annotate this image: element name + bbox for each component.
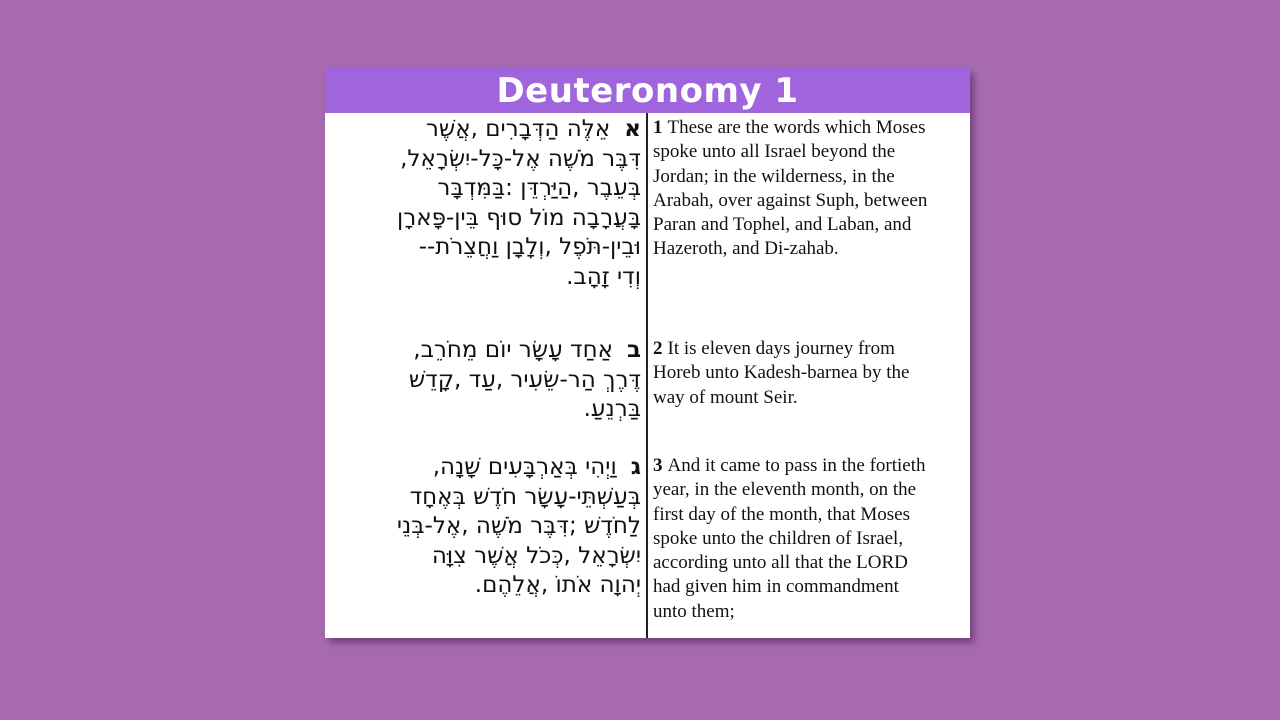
hebrew-verse-3	[331, 453, 641, 601]
verse-row-1	[325, 115, 970, 335]
english-line: Arabah, over against Suph, between	[653, 189, 928, 211]
english-line: spoke unto all Israel beyond the	[653, 141, 896, 163]
hebrew-verse-number: א	[624, 116, 641, 142]
hebrew-line: יְהוָה אֹתוֹ ,אֲלֵהֶם.	[474, 572, 641, 598]
english-verse-number: 1	[653, 117, 663, 138]
english-line: year, in the eleventh month, on the	[653, 479, 917, 501]
english-line	[653, 454, 965, 478]
hebrew-line: דִּבֶּר מֹשֶׁה אֶל-כָּל-יִשְׂרָאֵל,	[400, 145, 641, 172]
english-line	[653, 116, 965, 140]
english-line: Paran and Tophel, and Laban, and	[653, 214, 912, 236]
english-line: Hazeroth, and Di-zahab.	[653, 238, 839, 260]
english-line: Jordan; in the wilderness, in the	[653, 165, 895, 187]
hebrew-line: בָּעֲרָבָה מוֹל סוּף בֵּין-פָּארָן	[396, 204, 641, 231]
english-line	[653, 337, 965, 361]
english-text: These are the words which Moses	[667, 117, 926, 138]
english-line: Horeb unto Kadesh-barnea by the	[653, 362, 910, 384]
hebrew-text: אֵלֶּה הַדְּבָרִים ,אֲשֶׁר	[425, 116, 611, 142]
hebrew-line: וְדִי זָהָב.	[566, 263, 641, 290]
hebrew-line: בְּעַשְׁתֵּי-עָשָׂר חֹדֶשׁ בְּאֶחָד	[409, 483, 641, 510]
english-line: unto them;	[653, 600, 735, 622]
verse-card	[325, 68, 970, 638]
hebrew-text: אַחַד עָשָׂר יוֹם מֵחֹרֵב,	[413, 337, 613, 363]
hebrew-text: וַיְהִי בְּאַרְבָּעִים שָׁנָה,	[432, 454, 617, 480]
verse-row-3	[325, 453, 970, 638]
hebrew-line: לַחֹדֶשׁ ;דִּבֶּר מֹשֶׁה ,אֶל-בְּנֵי	[396, 513, 641, 539]
hebrew-line	[331, 453, 641, 483]
english-text: It is eleven days journey from	[667, 338, 895, 359]
hebrew-line: בְּעֵבֶר ,הַיַּרְדֵּן :בַּמִּדְבָּר	[437, 175, 641, 201]
english-line: first day of the month, that Moses	[653, 503, 910, 525]
chapter-title-bar	[325, 68, 970, 113]
english-line: spoke unto the children of Israel,	[653, 527, 904, 549]
english-verse-1	[653, 116, 965, 262]
english-verse-2	[653, 337, 965, 410]
hebrew-verse-2	[331, 336, 641, 425]
hebrew-line	[331, 336, 641, 366]
chapter-title: Deuteronomy 1	[496, 70, 799, 111]
verse-row-2	[325, 336, 970, 446]
hebrew-line: דֶּרֶךְ הַר-שֵׂעִיר ,עַד ,קָדֵשׁ	[408, 366, 641, 393]
hebrew-line: בַּרְנֵעַ.	[583, 396, 641, 422]
verses-container	[325, 113, 970, 638]
english-verse-3	[653, 454, 965, 624]
english-verse-number: 2	[653, 338, 663, 359]
hebrew-line: יִשְׂרָאֵל ,כְּכֹל אֲשֶׁר צִוָּה	[431, 542, 641, 569]
english-line: according unto all that the LORD	[653, 552, 908, 574]
hebrew-line: וּבֵין-תֹּפֶל ,וְלָבָן וַחֲצֵרֹת--	[418, 234, 641, 260]
hebrew-verse-number: ג	[630, 454, 641, 480]
hebrew-verse-1	[331, 115, 641, 292]
hebrew-line	[331, 115, 641, 145]
hebrew-verse-number: ב	[626, 337, 641, 363]
english-line: way of mount Seir.	[653, 386, 798, 408]
english-verse-number: 3	[653, 455, 663, 476]
english-line: had given him in commandment	[653, 576, 899, 598]
english-text: And it came to pass in the fortieth	[667, 455, 926, 476]
